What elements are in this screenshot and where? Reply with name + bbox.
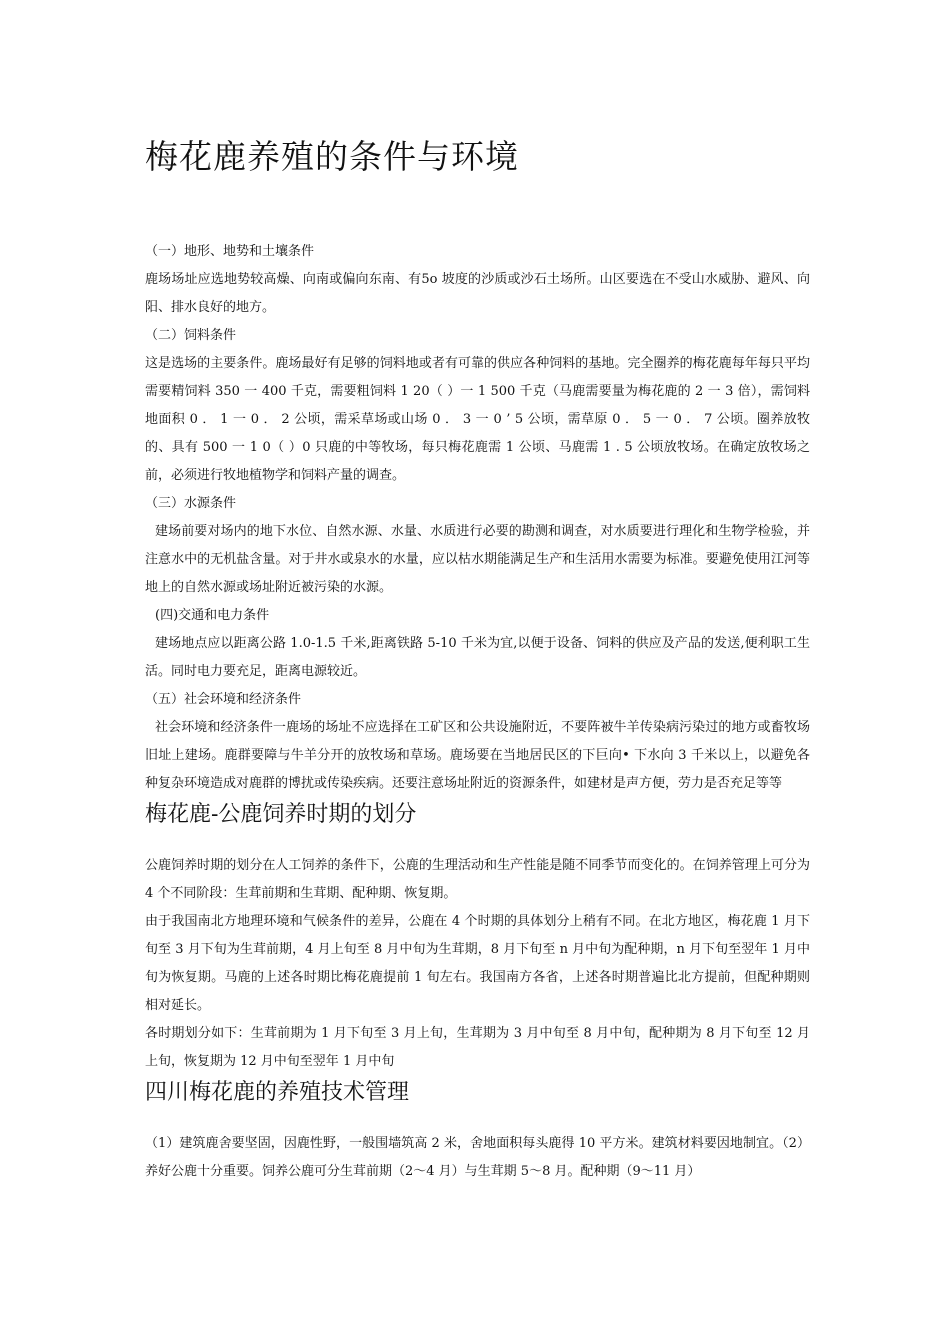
subheading-social: （五）社会环境和经济条件 [145,692,302,707]
document-body [145,238,810,1186]
paragraph-sichuan-management: （1）建筑鹿舍要坚固，因鹿性野，一般围墙筑高 2 米，舍地面积每头鹿得 10 平方米。建筑材料要因地制宜。（2）养好公鹿十分重要。饲养公鹿可分生茸前期（2～4 月）与生茸期 5～8 月。配种期（9～11 月） [145,1136,810,1179]
paragraph-stag-regional: 由于我国南北方地理环境和气候条件的差异，公鹿在 4 个时期的具体划分上稍有不同。在北方地区，梅花鹿 1 月下旬至 3 月下旬为生茸前期，4 月上旬至 8 月中旬为生茸期，8 月下旬至 n 月中旬为配种期，n 月下旬至翌年 1 月中旬为恢复期。马鹿的上述各时期比梅花鹿提前 1 旬左右。我国南方各省，上述各时期普遍比北方提前，但配种期则相对延长。 [145,914,810,1013]
spacer [145,830,810,852]
subheading-transport: (四)交通和电力条件 [155,608,270,623]
document-title: 梅花鹿养殖的条件与环境 [145,137,519,176]
subheading-water: （三）水源条件 [145,496,237,511]
paragraph-water: 建场前要对场内的地下水位、自然水源、水量、水质进行必要的勘测和调查，对水质要进行理化和生物学检验，并注意水中的无机盐含量。对于井水或泉水的水量，应以枯水期能满足生产和生活用水需要为标准。要避免使用江河等地上的自然水源或场址附近被污染的水源。 [145,524,810,595]
spacer [145,1108,810,1130]
section-breeding-conditions [145,238,810,798]
paragraph-transport: 建场地点应以距离公路 1.0-1.5 千米,距离铁路 5-10 千米为宜,以便于设备、饲料的供应及产品的发送,便利职工生活。同时电力要充足，距离电源较近。 [145,636,810,679]
subheading-feed: （二）饲料条件 [145,328,237,343]
section-title-sichuan-management: 四川梅花鹿的养殖技术管理 [145,1080,410,1105]
section-sichuan-management [145,1078,810,1186]
paragraph-feed: 这是选场的主要条件。鹿场最好有足够的饲料地或者有可靠的供应各种饲料的基地。完全圈养的梅花鹿每年每只平均需要精饲料 350 一 400 千克，需要粗饲料 1 20（ ）一 1 500 千克（马鹿需要量为梅花鹿的 2 一 3 倍），需饲料地面积 0 ． 1 一 0 ． 2 公顷，需采草场或山场 0 ． 3 一 0 ’ 5 公顷，需草原 0 ． 5 一 0 ． 7 公顷。圈养放牧的、具有 500 一 1 0（ ）0 只鹿的中等牧场，每只梅花鹿需 1 公顷、马鹿需 1 . 5 公顷放牧场。在确定放牧场之前，必须进行牧地植物学和饲料产量的调查。 [145,356,810,483]
section-stag-periods [145,800,810,1076]
subheading-terrain: （一）地形、地势和土壤条件 [145,244,315,259]
section-title-stag-periods: 梅花鹿-公鹿饲养时期的划分 [145,802,417,827]
paragraph-terrain: 鹿场场址应选地势较高燥、向南或偏向东南、有5o 坡度的沙质或沙石土场所。山区要选在不受山水威胁、避风、向阳、排水良好的地方。 [145,272,810,315]
paragraph-stag-intro: 公鹿饲养时期的划分在人工饲养的条件下，公鹿的生理活动和生产性能是随不同季节而变化的。在饲养管理上可分为 4 个不同阶段：生茸前期和生茸期、配种期、恢复期。 [145,858,810,901]
paragraph-social: 社会环境和经济条件一鹿场的场址不应选择在工矿区和公共设施附近，不要阵被牛羊传染病污染过的地方或畜牧场旧址上建场。鹿群要障与牛羊分开的放牧场和草场。鹿场要在当地居民区的下巨向• 下水向 3 千米以上，以避免各种复杂环境造成对鹿群的博扰或传染疾病。还要注意场址附近的资源条件，如建材是声方便，劳力是否充足等等 [145,720,810,791]
paragraph-stag-schedule: 各时期划分如下：生茸前期为 1 月下旬至 3 月上旬，生茸期为 3 月中旬至 8 月中旬，配种期为 8 月下旬至 12 月上旬，恢复期为 12 月中旬至翌年 1 月中旬 [145,1026,810,1069]
